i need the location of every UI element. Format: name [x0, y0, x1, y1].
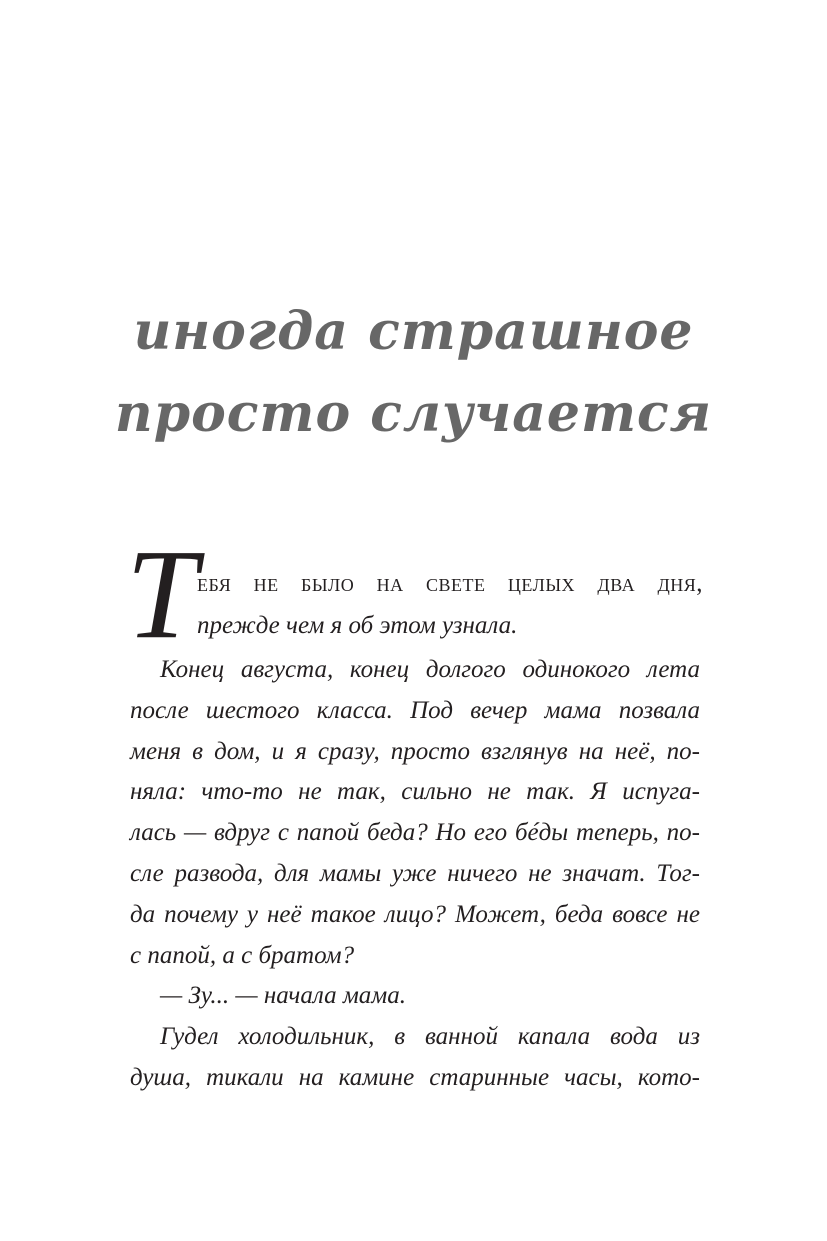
lead-line-2: прежде чем я об этом узнала.: [197, 612, 518, 639]
text-line: сле развода, для мамы уже ничего не значат. Тог-: [130, 859, 700, 887]
text-line: с папой, а с братом?: [130, 941, 355, 969]
text-line: няла: что-то не так, сильно не так. Я испуга-: [130, 778, 700, 806]
text-line: Конец августа, конец долгого одинокого лета: [160, 656, 700, 683]
text-line: после шестого класса. Под вечер мама позвала: [130, 696, 700, 724]
text-line: меня в дом, и я сразу, просто взглянув на неё, по-: [130, 737, 700, 765]
chapter-title-line-1: иногда страшное: [133, 301, 694, 362]
chapter-title-line-2: просто случается: [114, 383, 713, 444]
text-line: душа, тикали на камине старинные часы, кото-: [130, 1063, 700, 1091]
lead-line-1: ебя не было на свете целых два дня,: [197, 570, 703, 597]
text-line: лась — вдруг с папой беда? Но его бéды теперь, по-: [130, 819, 700, 847]
drop-cap: Т: [126, 523, 198, 665]
text-line: да почему у неё такое лицо? Может, беда вовсе не: [130, 900, 700, 928]
body-text: [130, 650, 700, 1099]
dialogue-line: — Зу... — начала мама.: [160, 982, 406, 1010]
text-line: Гудел холодильник, в ванной капала вода из: [160, 1023, 700, 1051]
